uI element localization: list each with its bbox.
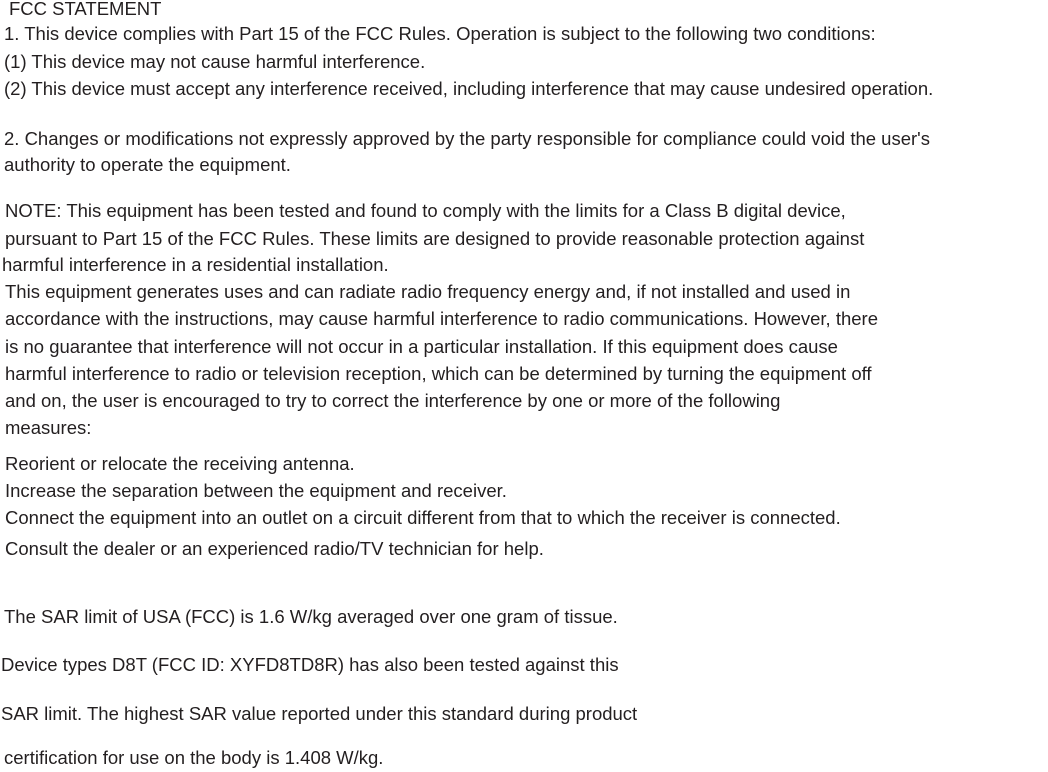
changes-line-2: authority to operate the equipment.: [4, 154, 291, 175]
note-line-7: harmful interference to radio or television reception, which can be determined by turning the equipment off: [5, 363, 872, 384]
sar-line-4: certification for use on the body is 1.408 W/kg.: [4, 747, 384, 768]
note-line-5: accordance with the instructions, may cause harmful interference to radio communications. However, there: [5, 308, 878, 329]
note-line-3: harmful interference in a residential installation.: [2, 254, 389, 275]
sar-line-2: Device types D8T (FCC ID: XYFD8TD8R) has also been tested against this: [1, 654, 619, 675]
note-line-6: is no guarantee that interference will not occur in a particular installation. If this equipment does cause: [5, 336, 838, 357]
sar-line-3: SAR limit. The highest SAR value reported under this standard during product: [1, 703, 638, 724]
measure-item-1: Reorient or relocate the receiving antenna.: [5, 453, 355, 474]
condition-item-2: (2) This device must accept any interference received, including interference that may cause undesired operation.: [4, 78, 934, 99]
note-line-1: NOTE: This equipment has been tested and found to comply with the limits for a Class B digital device,: [5, 200, 846, 221]
sar-line-1: The SAR limit of USA (FCC) is 1.6 W/kg averaged over one gram of tissue.: [4, 606, 618, 627]
measure-item-2: Increase the separation between the equipment and receiver.: [5, 480, 507, 501]
note-line-2: pursuant to Part 15 of the FCC Rules. These limits are designed to provide reasonable protection against: [5, 228, 865, 249]
conditions-intro: 1. This device complies with Part 15 of the FCC Rules. Operation is subject to the following two conditions:: [4, 23, 876, 44]
changes-line-1: 2. Changes or modifications not expressly approved by the party responsible for compliance could void the user's: [4, 128, 930, 149]
note-line-4: This equipment generates uses and can radiate radio frequency energy and, if not installed and used in: [5, 281, 851, 302]
document-title: FCC STATEMENT: [9, 0, 162, 19]
note-line-8: and on, the user is encouraged to try to correct the interference by one or more of the following: [5, 390, 781, 411]
measure-item-4: Consult the dealer or an experienced radio/TV technician for help.: [5, 538, 544, 559]
condition-item-1: (1) This device may not cause harmful interference.: [4, 51, 426, 72]
measure-item-3: Connect the equipment into an outlet on a circuit different from that to which the receiver is connected.: [5, 507, 841, 528]
note-line-9: measures:: [5, 417, 92, 438]
